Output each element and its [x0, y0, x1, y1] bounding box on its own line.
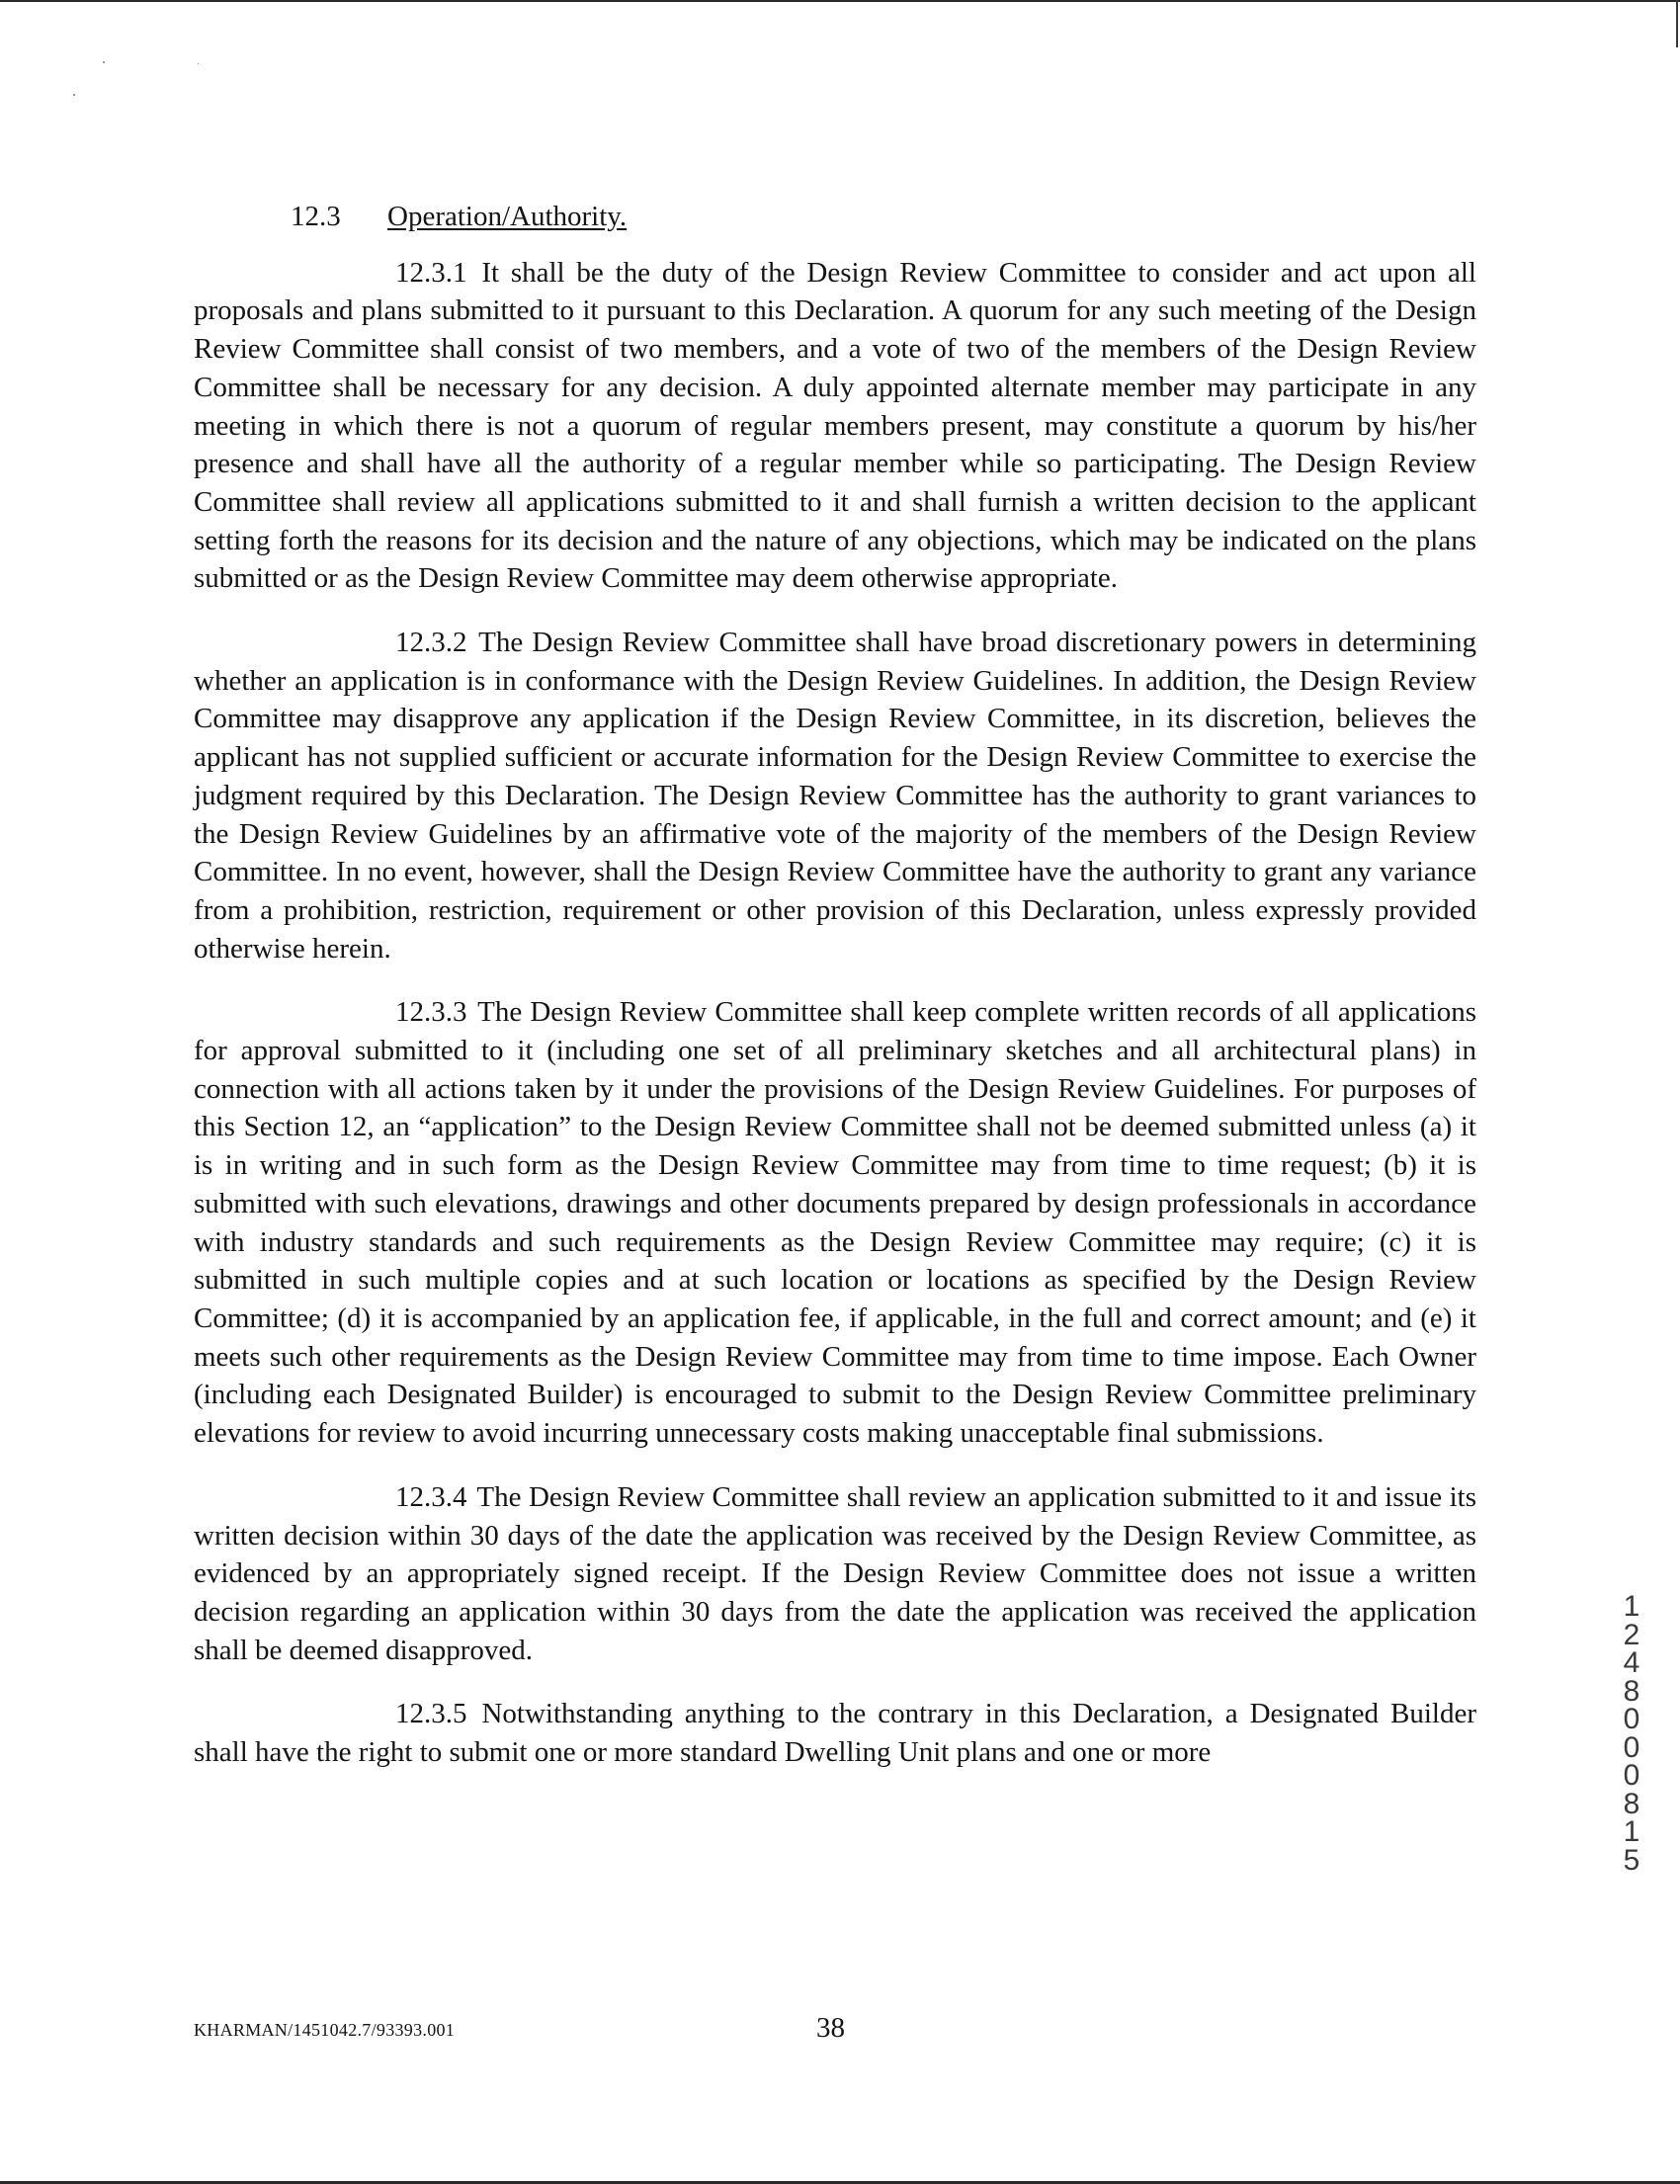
- paragraph-text: It shall be the duty of the Design Review Committee to consider and act upon all proposals and plans submitted to it pursuant to this Declaration. A quorum for any such meeting of the Design Review Committee shall consist of two members, and a vote of two of the members of the Design Review Committee shall be necessary for any decision. A duly appointed alternate member may participate in any meeting in which there is not a quorum of regular members present, may constitute a quorum by his/her presence and shall have all the authority of a regular member while so participating. The Design Review Committee shall review all applications submitted to it and shall furnish a written decision to the applicant setting forth the reasons for its decision and the nature of any objections, which may be indicated on the plans submitted or as the Design Review Committee may deem otherwise appropriate.: [194, 256, 1476, 595]
- margin-recording-stamp: 12480 00815: [1623, 1590, 1640, 1877]
- paragraph-12-3-2: [194, 624, 1476, 967]
- scan-speck: [103, 61, 105, 63]
- paragraph-12-3-5: [194, 1695, 1476, 1771]
- document-body: [194, 198, 1476, 1772]
- paragraph-12-3-4: [194, 1478, 1476, 1670]
- paragraph-text: The Design Review Committee shall keep complete written records of all applications for approval submitted to it (including one set of all preliminary sketches and all architectural plans) in connection with all actions taken by it under the provisions of the Design Review Guidelines. For purposes of this Section 12, an “application” to the Design Review Committee shall not be deemed submitted unless (a) it is in writing and in such form as the Design Review Committee may from time to time request; (b) it is submitted with such elevations, drawings and other documents prepared by design professionals in accordance with industry standards and such requirements as the Design Review Committee may require; (c) it is submitted in such multiple copies and at such location or locations as specified by the Design Review Committee; (d) it is accompanied by an application fee, if applicable, in the full and correct amount; and (e) it meets such other requirements as the Design Review Committee may from time to time impose. Each Owner (including each Designated Builder) is encouraged to submit to the Design Review Committee preliminary elevations for review to avoid incurring unnecessary costs making unacceptable final submissions.: [194, 996, 1476, 1450]
- footer-document-id: KHARMAN/1451042.7/93393.001: [194, 2020, 456, 2040]
- section-number: 12.3: [291, 201, 341, 232]
- page-number: 38: [816, 2012, 845, 2044]
- paragraph-12-3-1: [194, 254, 1476, 598]
- paragraph-number: 12.3.1: [395, 256, 467, 289]
- paragraph-number: 12.3.4: [395, 1480, 467, 1513]
- section-heading: [194, 198, 1476, 236]
- paragraph-number: 12.3.2: [395, 627, 467, 659]
- paragraph-12-3-3: [194, 993, 1476, 1452]
- scan-speck: [198, 63, 199, 64]
- paragraph-text: The Design Review Committee shall have broad discretionary powers in determining whether an application is in conformance with the Design Review Guidelines. In addition, the Design Review Committee may disapprove any application if the Design Review Committee, in its discretion, believes the applicant has not supplied sufficient or accurate information for the Design Review Committee to exercise the judgment required by this Declaration. The Design Review Committee has the authority to grant variances to the Design Review Guidelines by an affirmative vote of the majority of the members of the Design Review Committee. In no event, however, shall the Design Review Committee have the authority to grant any variance from a prohibition, restriction, requirement or other provision of this Declaration, unless expressly provided otherwise herein.: [194, 627, 1476, 965]
- section-title: Operation/Authority.: [387, 201, 628, 232]
- paragraph-text: The Design Review Committee shall review an application submitted to it and issue its written decision within 30 days of the date the application was received by the Design Review Committee, as evidenced by an appropriately signed receipt. If the Design Review Committee does not issue a written decision regarding an application within 30 days from the date the application was received the application shall be deemed disapproved.: [194, 1480, 1476, 1666]
- paragraph-number: 12.3.5: [395, 1698, 467, 1730]
- scan-border-right: [1676, 0, 1678, 47]
- scan-border-top: [0, 0, 1680, 2]
- paragraph-text: Notwithstanding anything to the contrary in this Declaration, a Designated Builder shall have the right to submit one or more standard Dwelling Unit plans and one or more: [194, 1698, 1476, 1769]
- scan-speck: [73, 94, 75, 96]
- paragraph-number: 12.3.3: [395, 996, 467, 1029]
